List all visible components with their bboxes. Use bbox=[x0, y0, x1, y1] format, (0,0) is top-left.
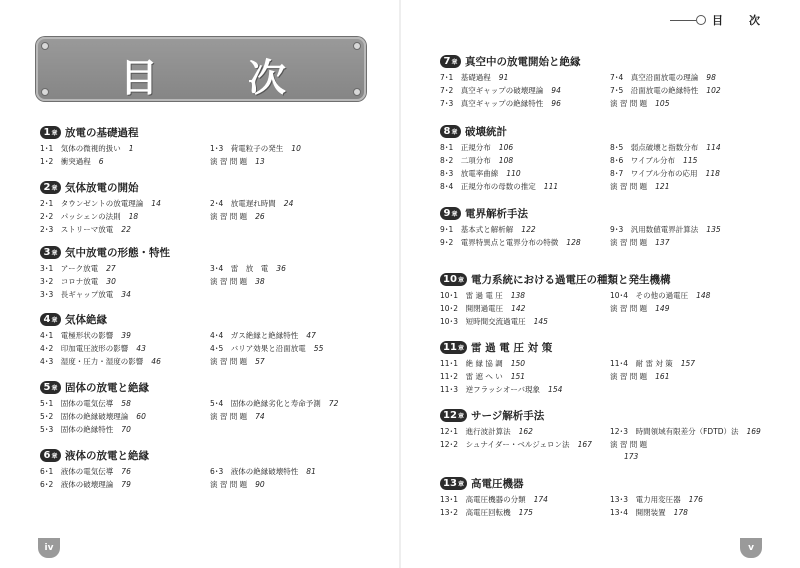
toc-entry[interactable] bbox=[440, 155, 513, 167]
entry-page-number: 30 bbox=[106, 277, 116, 286]
chapter-title: 真空中の放電開始と絶縁 bbox=[465, 55, 581, 68]
chapter-suffix: 章 bbox=[51, 384, 58, 392]
toc-entry[interactable] bbox=[210, 343, 323, 355]
entry-page-number: 122 bbox=[521, 225, 536, 234]
toc-entry[interactable] bbox=[40, 343, 146, 355]
chapter-13 bbox=[440, 476, 770, 517]
entry-label: 演 習 問 題 bbox=[210, 212, 248, 221]
chapter-suffix: 章 bbox=[51, 129, 58, 137]
chapter-number-badge bbox=[440, 341, 467, 354]
chapter-number: 1 bbox=[43, 126, 51, 138]
entry-page-number: 36 bbox=[276, 264, 286, 273]
toc-entry[interactable] bbox=[440, 358, 525, 370]
chapter-heading bbox=[440, 54, 770, 68]
toc-entry[interactable] bbox=[610, 303, 669, 315]
chapter-heading bbox=[440, 408, 770, 422]
chapter-heading bbox=[40, 448, 370, 462]
entry-label: 12･1 進行波計算法 bbox=[440, 427, 511, 436]
entry-label: 演 習 問 題 bbox=[210, 357, 248, 366]
entry-label: 3･2 コロナ放電 bbox=[40, 277, 99, 286]
toc-entry[interactable] bbox=[440, 98, 561, 110]
toc-entry[interactable] bbox=[210, 466, 316, 478]
chapter-title: 雷 過 電 圧 対 策 bbox=[471, 341, 553, 354]
chapter-number: 11 bbox=[443, 341, 457, 353]
chapter-number: 9 bbox=[443, 207, 451, 219]
toc-entry[interactable] bbox=[40, 198, 161, 210]
entry-page-number: 1 bbox=[128, 144, 134, 153]
entry-page-number: 115 bbox=[683, 156, 698, 165]
entry-page-number: 94 bbox=[551, 86, 561, 95]
entry-label: 2･4 放電遅れ時間 bbox=[210, 199, 276, 208]
chapter-2 bbox=[40, 180, 370, 234]
chapter-number-badge bbox=[440, 477, 467, 490]
entry-page-number: 26 bbox=[255, 212, 265, 221]
entry-page-number: 149 bbox=[655, 304, 670, 313]
chapter-number-badge bbox=[440, 273, 467, 286]
toc-entry[interactable] bbox=[210, 211, 265, 223]
toc-entry[interactable] bbox=[40, 263, 116, 275]
toc-entry[interactable] bbox=[210, 143, 301, 155]
chapter-suffix: 章 bbox=[51, 249, 58, 257]
chapter-5 bbox=[40, 380, 370, 434]
entry-label: 11･4 耐 雷 対 策 bbox=[610, 359, 673, 368]
entry-label: 12･3 時間領域有限差分（FDTD）法 bbox=[610, 427, 739, 436]
entry-page-number: 90 bbox=[255, 480, 265, 489]
toc-entry[interactable] bbox=[440, 384, 562, 396]
entry-label: 12･2 シュナイダー・ベルジェロン法 bbox=[440, 440, 570, 449]
screw-icon bbox=[41, 42, 49, 50]
chapter-suffix: 章 bbox=[457, 412, 464, 420]
entry-label: 演 習 問 題 bbox=[610, 238, 648, 247]
entry-page-number: 169 bbox=[746, 427, 761, 436]
toc-entry[interactable] bbox=[610, 155, 697, 167]
entry-page-number: 46 bbox=[151, 357, 161, 366]
chapter-title: 気体絶縁 bbox=[65, 313, 107, 326]
toc-entry[interactable] bbox=[40, 330, 131, 342]
screw-icon bbox=[353, 88, 361, 96]
chapter-suffix: 章 bbox=[451, 210, 458, 218]
toc-entry[interactable] bbox=[440, 371, 525, 383]
entry-label: 11･3 逆フラッシオーバ現象 bbox=[440, 385, 541, 394]
entry-page-number: 178 bbox=[673, 508, 688, 517]
entry-page-number: 137 bbox=[655, 238, 670, 247]
entry-label: 演 習 問 題 bbox=[210, 157, 248, 166]
toc-entry[interactable] bbox=[440, 426, 533, 438]
toc-entry[interactable] bbox=[210, 156, 265, 168]
entry-page-number: 176 bbox=[688, 495, 703, 504]
entry-page-number: 157 bbox=[680, 359, 696, 368]
toc-entry[interactable] bbox=[40, 479, 131, 491]
toc-entry[interactable] bbox=[610, 142, 721, 154]
chapter-heading bbox=[440, 340, 770, 354]
toc-entry[interactable] bbox=[40, 276, 116, 288]
entry-label: 8･7 ワイブル分布の応用 bbox=[610, 169, 698, 178]
entry-page-number: 18 bbox=[128, 212, 139, 221]
chapter-suffix: 章 bbox=[457, 276, 464, 284]
right-page bbox=[400, 0, 800, 568]
entry-label: 3･4 雷 放 電 bbox=[210, 264, 269, 273]
toc-entry[interactable] bbox=[40, 289, 131, 301]
entry-label: 4･1 電極形状の影響 bbox=[40, 331, 114, 340]
entry-page-number: 79 bbox=[121, 480, 131, 489]
entry-page-number: 175 bbox=[518, 508, 533, 517]
entry-label: 13･3 電力用変圧器 bbox=[610, 495, 681, 504]
entry-page-number: 98 bbox=[706, 73, 716, 82]
entry-page-number: 96 bbox=[551, 99, 561, 108]
entry-page-number: 43 bbox=[136, 344, 146, 353]
entry-label: 10･2 開閉過電圧 bbox=[440, 304, 504, 313]
entry-label: 2･2 パッシェンの法則 bbox=[40, 212, 121, 221]
entry-label: 7･2 真空ギャップの破壊理論 bbox=[440, 86, 544, 95]
tab-line-icon bbox=[670, 20, 696, 21]
toc-entry[interactable] bbox=[440, 507, 533, 519]
entry-page-number: 105 bbox=[655, 99, 670, 108]
chapter-heading bbox=[440, 476, 770, 490]
entry-page-number: 76 bbox=[121, 467, 131, 476]
chapter-number: 10 bbox=[443, 273, 457, 285]
toc-entry[interactable] bbox=[40, 156, 104, 168]
entry-page-number: 10 bbox=[291, 144, 301, 153]
entry-page-number: 55 bbox=[313, 344, 324, 353]
entry-label: 1･3 荷電粒子の発生 bbox=[210, 144, 284, 153]
toc-entry[interactable] bbox=[40, 411, 146, 423]
entry-page-number: 13 bbox=[255, 157, 265, 166]
entry-page-number: 39 bbox=[121, 331, 131, 340]
toc-entry[interactable] bbox=[440, 224, 536, 236]
chapter-heading bbox=[40, 180, 370, 194]
chapter-title: サージ解析手法 bbox=[471, 409, 545, 422]
entry-label: 10･4 その他の過電圧 bbox=[610, 291, 689, 300]
entry-label: 5･2 固体の絶縁破壊理論 bbox=[40, 412, 129, 421]
chapter-heading bbox=[40, 380, 370, 394]
entry-page-number: 167 bbox=[577, 440, 592, 449]
entry-page-number: 111 bbox=[543, 182, 559, 191]
toc-entry[interactable] bbox=[610, 371, 669, 383]
entry-page-number: 14 bbox=[151, 199, 161, 208]
page-number-right: v bbox=[740, 538, 762, 558]
toc-entry[interactable] bbox=[440, 439, 592, 451]
entry-page-number: 70 bbox=[121, 425, 131, 434]
toc-entry[interactable] bbox=[610, 507, 688, 519]
toc-entry[interactable] bbox=[40, 211, 138, 223]
chapter-8 bbox=[440, 124, 770, 191]
toc-entry[interactable] bbox=[40, 356, 161, 368]
entry-label: 演 習 問 題 bbox=[610, 372, 648, 381]
entry-page-number: 60 bbox=[136, 412, 146, 421]
entry-label: 7･4 真空沿面放電の理論 bbox=[610, 73, 699, 82]
toc-entry[interactable] bbox=[440, 168, 521, 180]
entry-page-number: 174 bbox=[533, 495, 548, 504]
toc-entry[interactable] bbox=[210, 276, 265, 288]
entry-page-number: 121 bbox=[655, 182, 670, 191]
entry-label: 演 習 問 題 bbox=[610, 440, 648, 449]
entry-page-number: 6 bbox=[98, 157, 104, 166]
toc-entry[interactable] bbox=[610, 168, 720, 180]
title-char-2: 次 bbox=[248, 56, 287, 100]
entry-page-number: 74 bbox=[255, 412, 265, 421]
entry-page-number: 24 bbox=[283, 199, 294, 208]
entry-page-number: 72 bbox=[328, 399, 339, 408]
entry-label: 8･3 放電率曲線 bbox=[440, 169, 499, 178]
entry-label: 9･2 電界特異点と電界分布の特徴 bbox=[440, 238, 559, 247]
entry-label: 1･1 気体の微視的扱い bbox=[40, 144, 121, 153]
entry-label: 8･1 正規分布 bbox=[440, 143, 491, 152]
entry-page-number: 118 bbox=[705, 169, 720, 178]
entry-label: 1･2 衝突過程 bbox=[40, 157, 91, 166]
toc-entry[interactable] bbox=[210, 263, 286, 275]
entry-page-number: 151 bbox=[510, 372, 526, 381]
entry-label: 7･1 基礎過程 bbox=[440, 73, 491, 82]
chapter-3 bbox=[40, 245, 370, 299]
entry-label: 6･1 液体の電気伝導 bbox=[40, 467, 114, 476]
chapter-suffix: 章 bbox=[51, 316, 58, 324]
chapter-suffix: 章 bbox=[51, 452, 58, 460]
entry-label: 13･1 高電圧機器の分類 bbox=[440, 495, 526, 504]
toc-entry[interactable] bbox=[610, 98, 669, 110]
toc-entry[interactable] bbox=[440, 237, 581, 249]
toc-entry[interactable] bbox=[440, 72, 508, 84]
entry-page-number: 154 bbox=[548, 385, 563, 394]
entry-label: 4･5 バリア効果と沿面放電 bbox=[210, 344, 306, 353]
header-tab-text-2: 次 bbox=[749, 14, 760, 27]
chapter-suffix: 章 bbox=[457, 344, 464, 352]
toc-entry[interactable] bbox=[210, 198, 293, 210]
chapter-number: 4 bbox=[43, 313, 51, 325]
tab-circle-icon bbox=[696, 15, 706, 25]
chapter-heading bbox=[40, 125, 370, 139]
toc-entry[interactable] bbox=[440, 181, 558, 193]
entry-label: 8･4 正規分布の母数の推定 bbox=[440, 182, 536, 191]
entry-label: 6･3 液体の絶縁破壊特性 bbox=[210, 467, 299, 476]
entry-page-number: 38 bbox=[255, 277, 265, 286]
chapter-4 bbox=[40, 312, 370, 366]
entry-label: 演 習 問 題 bbox=[610, 99, 648, 108]
toc-entry[interactable] bbox=[440, 142, 513, 154]
chapter-6 bbox=[40, 448, 370, 489]
chapter-number-badge bbox=[40, 126, 61, 139]
chapter-number-badge bbox=[440, 409, 467, 422]
entry-label: 6･2 液体の破壊理論 bbox=[40, 480, 114, 489]
chapter-suffix: 章 bbox=[51, 184, 58, 192]
chapter-heading bbox=[40, 245, 370, 259]
toc-entry[interactable] bbox=[40, 398, 131, 410]
entry-page-number: 148 bbox=[696, 291, 711, 300]
entry-label: 演 習 問 題 bbox=[610, 304, 648, 313]
chapter-title: 固体の放電と絶縁 bbox=[65, 381, 149, 394]
entry-label: 4･2 印加電圧波形の影響 bbox=[40, 344, 129, 353]
entry-page-number: 27 bbox=[106, 264, 116, 273]
chapter-9 bbox=[440, 206, 770, 247]
chapter-heading bbox=[440, 206, 770, 220]
chapter-number-badge bbox=[440, 125, 461, 138]
chapter-number-badge bbox=[40, 246, 61, 259]
chapter-10 bbox=[440, 272, 770, 326]
entry-page-number: 106 bbox=[498, 143, 514, 152]
entry-label: 5･3 固体の絶縁特性 bbox=[40, 425, 114, 434]
entry-label: 9･1 基本式と解析解 bbox=[440, 225, 514, 234]
entry-label: 2･1 タウンゼントの放電理論 bbox=[40, 199, 144, 208]
toc-entry[interactable] bbox=[610, 85, 721, 97]
entry-page-number: 47 bbox=[306, 331, 316, 340]
toc-entry[interactable] bbox=[210, 356, 265, 368]
toc-entry[interactable] bbox=[40, 424, 131, 436]
chapter-title: 液体の放電と絶縁 bbox=[65, 449, 149, 462]
chapter-number: 7 bbox=[443, 55, 451, 67]
entry-label: 8･6 ワイブル分布 bbox=[610, 156, 676, 165]
entry-label: 4･4 ガス絶縁と絶縁特性 bbox=[210, 331, 299, 340]
chapter-number: 2 bbox=[43, 181, 51, 193]
entry-page-number: 162 bbox=[518, 427, 533, 436]
chapter-number-badge bbox=[40, 449, 61, 462]
chapter-heading bbox=[40, 312, 370, 326]
header-tab-text-1: 目 bbox=[712, 14, 723, 27]
toc-entry[interactable] bbox=[610, 224, 721, 236]
entry-label: 2･3 ストリーマ放電 bbox=[40, 225, 114, 234]
entry-page-number: 57 bbox=[255, 357, 265, 366]
chapter-number: 12 bbox=[443, 409, 457, 421]
toc-entry[interactable] bbox=[610, 426, 761, 438]
page-number-left: iv bbox=[38, 538, 60, 558]
entry-page-number: 145 bbox=[533, 317, 548, 326]
toc-entry[interactable] bbox=[440, 494, 548, 506]
chapter-number: 13 bbox=[443, 477, 457, 489]
entry-label: 演 習 問 題 bbox=[210, 277, 248, 286]
toc-entry[interactable] bbox=[210, 479, 265, 491]
toc-entry[interactable] bbox=[440, 316, 548, 328]
entry-page-number: 81 bbox=[306, 467, 316, 476]
entry-label: 3･3 長ギャップ放電 bbox=[40, 290, 114, 299]
chapter-title: 電力系統における過電圧の種類と発生機構 bbox=[471, 273, 671, 286]
entry-label: 7･5 沿面放電の絶縁特性 bbox=[610, 86, 699, 95]
entry-label: 5･4 固体の絶縁劣化と寿命予測 bbox=[210, 399, 321, 408]
toc-entry[interactable] bbox=[610, 439, 647, 463]
toc-entry[interactable] bbox=[610, 494, 703, 506]
chapter-number-badge bbox=[40, 181, 61, 194]
entry-page-number: 22 bbox=[121, 225, 131, 234]
entry-page-number: 91 bbox=[498, 73, 509, 82]
entry-page-number: 108 bbox=[498, 156, 514, 165]
chapter-title: 電界解析手法 bbox=[465, 207, 528, 220]
entry-page-number: 102 bbox=[706, 86, 721, 95]
entry-label: 13･2 高電圧回転機 bbox=[440, 508, 511, 517]
screw-icon bbox=[353, 42, 361, 50]
entry-page-number: 135 bbox=[706, 225, 721, 234]
toc-entry[interactable] bbox=[440, 303, 525, 315]
entry-page-number: 110 bbox=[506, 169, 521, 178]
toc-entry[interactable] bbox=[440, 290, 525, 302]
entry-page-number: 114 bbox=[706, 143, 721, 152]
entry-label: 演 習 問 題 bbox=[210, 480, 248, 489]
toc-title-banner bbox=[36, 37, 366, 101]
chapter-number-badge bbox=[40, 313, 61, 326]
entry-label: 9･3 汎用数値電界計算法 bbox=[610, 225, 699, 234]
entry-label: 11･2 雷 遮 へ い bbox=[440, 372, 503, 381]
chapter-11 bbox=[440, 340, 770, 394]
entry-label: 5･1 固体の電気伝導 bbox=[40, 399, 114, 408]
chapter-number-badge bbox=[440, 55, 461, 68]
entry-label: 8･2 二項分布 bbox=[440, 156, 491, 165]
entry-label: 10･1 雷 過 電 圧 bbox=[440, 291, 503, 300]
entry-page-number: 128 bbox=[566, 238, 581, 247]
toc-entry[interactable] bbox=[440, 85, 561, 97]
chapter-1 bbox=[40, 125, 370, 166]
entry-label: 10･3 短時間交流過電圧 bbox=[440, 317, 526, 326]
entry-page-number: 161 bbox=[655, 372, 670, 381]
chapter-suffix: 章 bbox=[451, 128, 458, 136]
toc-entry[interactable] bbox=[610, 237, 669, 249]
chapter-number-badge bbox=[40, 381, 61, 394]
chapter-7 bbox=[440, 54, 770, 108]
entry-page-number: 173 bbox=[624, 452, 639, 461]
toc-entry[interactable] bbox=[40, 466, 131, 478]
toc-entry[interactable] bbox=[210, 411, 265, 423]
entry-label: 13･4 開閉装置 bbox=[610, 508, 666, 517]
chapter-12 bbox=[440, 408, 770, 461]
entry-label: 3･1 アーク放電 bbox=[40, 264, 99, 273]
entry-page-number: 150 bbox=[510, 359, 526, 368]
entry-page-number: 142 bbox=[511, 304, 526, 313]
chapter-title: 放電の基礎過程 bbox=[65, 126, 139, 139]
chapter-title: 高電圧機器 bbox=[471, 477, 524, 490]
chapter-suffix: 章 bbox=[451, 58, 458, 66]
entry-label: 演 習 問 題 bbox=[610, 182, 648, 191]
toc-entry[interactable] bbox=[610, 290, 710, 302]
toc-entry[interactable] bbox=[40, 224, 131, 236]
chapter-number: 5 bbox=[43, 381, 51, 393]
chapter-number: 3 bbox=[43, 246, 51, 258]
chapter-title: 気体放電の開始 bbox=[65, 181, 139, 194]
entry-page-number: 58 bbox=[121, 399, 131, 408]
entry-label: 7･3 真空ギャップの絶縁特性 bbox=[440, 99, 544, 108]
entry-page-number: 138 bbox=[510, 291, 526, 300]
chapter-heading bbox=[440, 124, 770, 138]
header-tab bbox=[670, 12, 760, 28]
entry-label: 演 習 問 題 bbox=[210, 412, 248, 421]
chapter-number: 6 bbox=[43, 449, 51, 461]
chapter-suffix: 章 bbox=[457, 480, 464, 488]
chapter-number: 8 bbox=[443, 125, 451, 137]
entry-page-number: 34 bbox=[121, 290, 131, 299]
entry-label: 8･5 弱点破壊と指数分布 bbox=[610, 143, 699, 152]
entry-label: 4･3 湿度・圧力・湿度の影響 bbox=[40, 357, 144, 366]
toc-entry[interactable] bbox=[40, 143, 134, 155]
toc-entry[interactable] bbox=[610, 72, 716, 84]
chapter-number-badge bbox=[440, 207, 461, 220]
entry-label: 11･1 絶 縁 協 調 bbox=[440, 359, 503, 368]
toc-entry[interactable] bbox=[610, 181, 669, 193]
toc-entry[interactable] bbox=[210, 398, 338, 410]
chapter-title: 破壊統計 bbox=[465, 125, 507, 138]
chapter-heading bbox=[440, 272, 770, 286]
toc-entry[interactable] bbox=[610, 358, 695, 370]
title-char-1: 目 bbox=[120, 56, 159, 100]
toc-entry[interactable] bbox=[210, 330, 316, 342]
screw-icon bbox=[41, 88, 49, 96]
chapter-title: 気中放電の形態・特性 bbox=[65, 246, 170, 259]
